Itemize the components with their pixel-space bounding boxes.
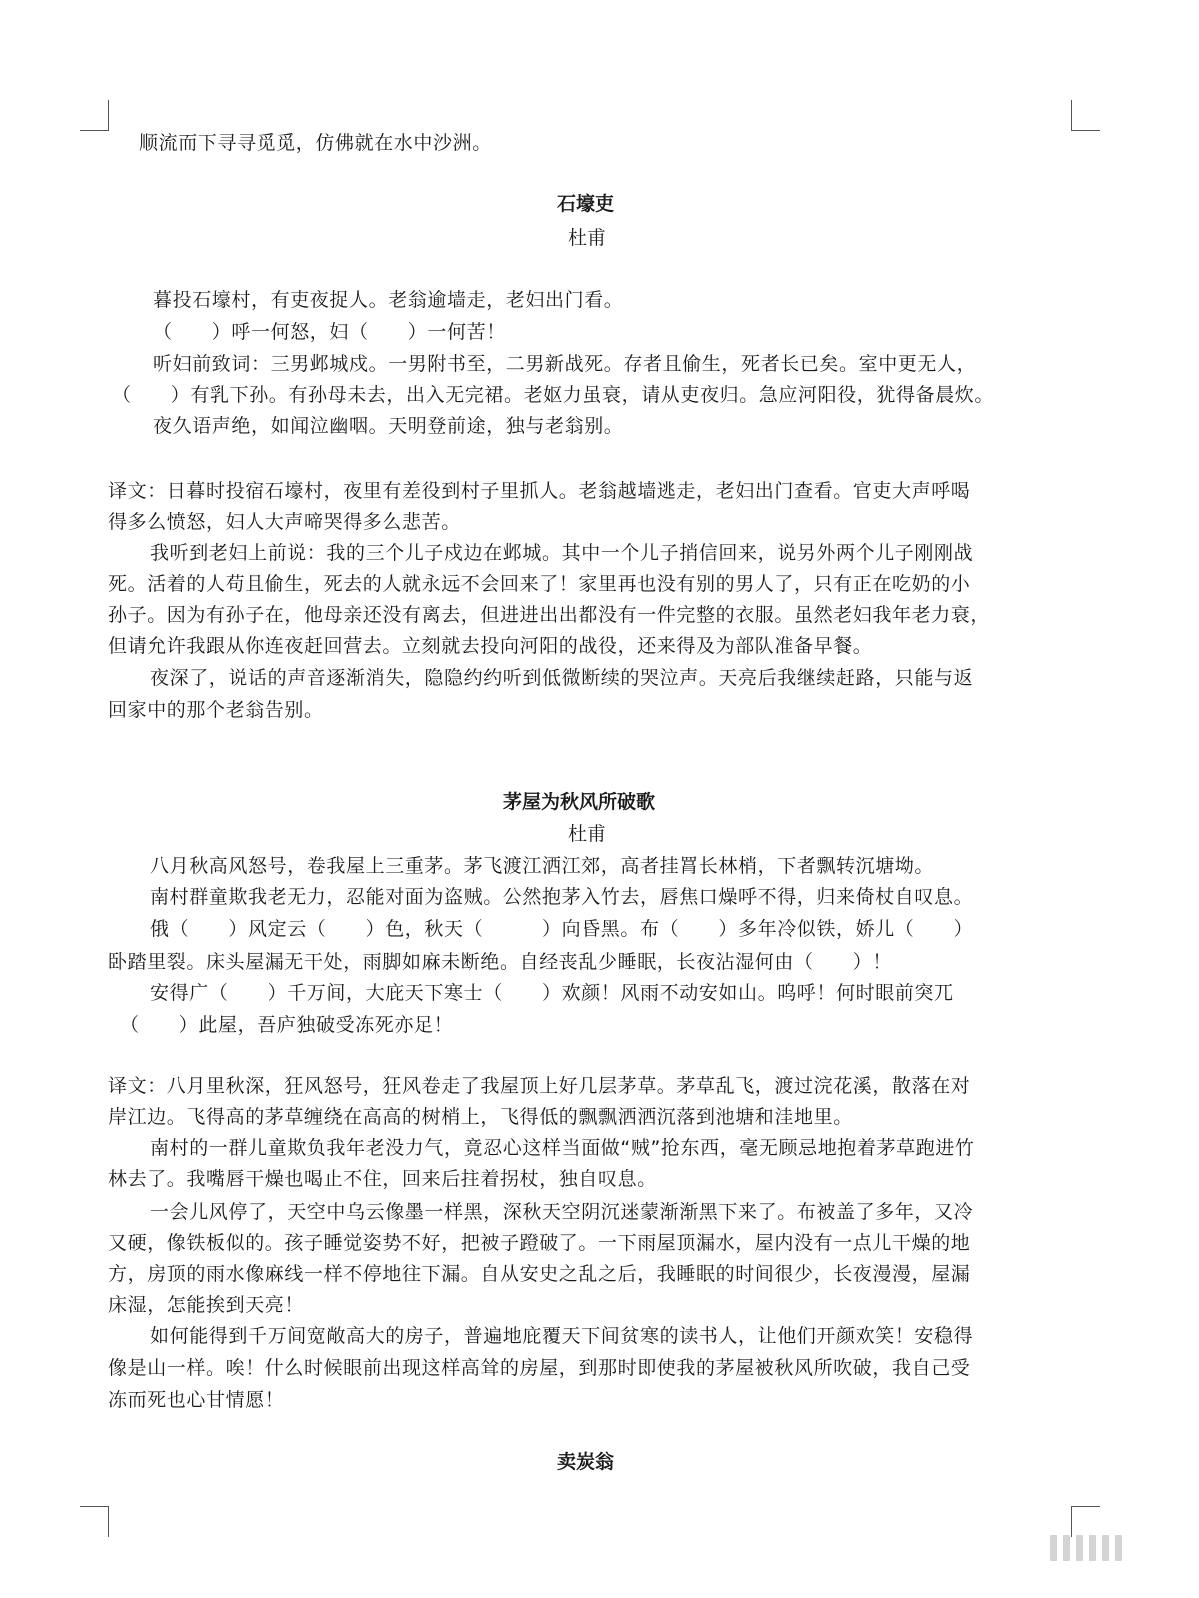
text-line: 八月秋高风怒号，卷我屋上三重茅。茅飞渡江洒江郊，高者挂罥长林梢，下者飘转沉塘坳。 <box>150 855 935 877</box>
section-title: 石壕吏 <box>557 193 615 215</box>
text-line: 暮投石壕村，有吏夜捉人。老翁逾墙走，老妇出门看。 <box>153 289 624 311</box>
crop-mark-bottom-left <box>80 1506 109 1537</box>
text-line: 如何能得到千万间宽敞高大的房子，普遍地庇覆天下间贫寒的读书人，让他们开颜欢笑！安稳得 <box>150 1325 974 1347</box>
text-line: 林去了。我嘴唇干燥也喝止不住，回来后拄着拐杖，独自叹息。 <box>108 1168 657 1190</box>
text-line: 我听到老妇上前说：我的三个儿子戍边在邺城。其中一个儿子捎信回来，说另外两个儿子刚刚战 <box>150 542 974 564</box>
text-line: 岸江边。飞得高的茅草缠绕在高高的树梢上，飞得低的飘飘洒洒沉落到池塘和洼地里。 <box>108 1106 853 1128</box>
text-line: （ ）呼一何怒，妇（ ）一何苦！ <box>153 321 506 343</box>
section-author: 杜甫 <box>568 823 607 845</box>
text-line: 得多么愤怒，妇人大声啼哭得多么悲苦。 <box>108 511 461 533</box>
text-line: 死。活着的人苟且偷生，死去的人就永远不会回来了！家里再也没有别的男人了，只有正在吃奶的小 <box>108 573 971 595</box>
text-line: 顺流而下寻寻觅觅，仿佛就在水中沙洲。 <box>139 132 492 154</box>
text-line: 但请允许我跟从你连夜赶回营去。立刻就去投向河阳的战役，还来得及为部队准备早餐。 <box>108 635 873 657</box>
section-author: 杜甫 <box>568 227 607 249</box>
text-line: 又硬，像铁板似的。孩子睡觉姿势不好，把被子蹬破了。一下雨屋顶漏水，屋内没有一点儿干燥的地 <box>108 1232 971 1254</box>
text-line: 南村群童欺我老无力，忍能对面为盗贼。公然抱茅入竹去，唇焦口燥呼不得，归来倚杖自叹息。 <box>150 886 974 908</box>
text-line: 听妇前致词：三男邺城戍。一男附书至，二男新战死。存者且偷生，死者长已矣。室中更无人， <box>153 353 977 375</box>
text-line: 译文：日暮时投宿石壕村，夜里有差役到村子里抓人。老翁越墙逃走，老妇出门查看。官吏大声呼喝 <box>108 480 971 502</box>
text-line: 夜久语声绝，如闻泣幽咽。天明登前途，独与老翁别。 <box>153 415 624 437</box>
text-line: 南村的一群儿童欺负我年老没力气，竟忍心这样当面做“贼”抢东西，毫无顾忌地抱着茅草跑进竹 <box>150 1137 975 1159</box>
text-line: 俄（ ）风定云（ ）色，秋天（ ）向昏黑。布（ ）多年冷似铁，娇儿（ ） <box>150 918 974 940</box>
watermark-logo <box>1050 1535 1122 1561</box>
text-line: 卧踏里裂。床头屋漏无干处，雨脚如麻未断绝。自经丧乱少睡眠，长夜沾湿何由（ ）！ <box>108 951 893 973</box>
text-line: 冻而死也心甘情愿！ <box>108 1389 285 1411</box>
crop-mark-bottom-right <box>1071 1506 1100 1537</box>
text-line: （ ）此屋，吾庐独破受冻死亦足！ <box>120 1014 454 1036</box>
text-line: 孙子。因为有孙子在，他母亲还没有离去，但进进出出都没有一件完整的衣服。虽然老妇我年老力衰， <box>108 604 991 626</box>
text-line: 方，房顶的雨水像麻线一样不停地往下漏。自从安史之乱之后，我睡眠的时间很少，长夜漫漫，屋漏 <box>108 1263 971 1285</box>
crop-mark-top-left <box>80 100 109 131</box>
text-line: 回家中的那个老翁告别。 <box>108 699 324 721</box>
text-line: 夜深了，说话的声音逐渐消失，隐隐约约听到低微断续的哭泣声。天亮后我继续赶路，只能与返 <box>150 667 974 689</box>
text-line: 一会儿风停了，天空中乌云像墨一样黑，深秋天空阴沉迷蒙渐渐黑下来了。布被盖了多年，又冷 <box>150 1201 974 1223</box>
text-line: 床湿，怎能挨到天亮！ <box>108 1294 305 1316</box>
text-line: （ ）有乳下孙。有孙母未去，出入无完裙。老妪力虽衰，请从吏夜归。急应河阳役，犹得备晨炊。 <box>112 384 995 406</box>
section-title: 卖炭翁 <box>557 1451 615 1473</box>
text-line: 译文：八月里秋深，狂风怒号，狂风卷走了我屋顶上好几层茅草。茅草乱飞，渡过浣花溪，散落在对 <box>108 1075 971 1097</box>
section-title: 茅屋为秋风所破歌 <box>503 791 656 813</box>
text-line: 像是山一样。唉！什么时候眼前出现这样高耸的房屋，到那时即使我的茅屋被秋风所吹破，我自己受 <box>108 1357 971 1379</box>
crop-mark-top-right <box>1071 100 1100 131</box>
text-line: 安得广（ ）千万间，大庇天下寒士（ ）欢颜！风雨不动安如山。呜呼！何时眼前突兀 <box>150 982 954 1004</box>
